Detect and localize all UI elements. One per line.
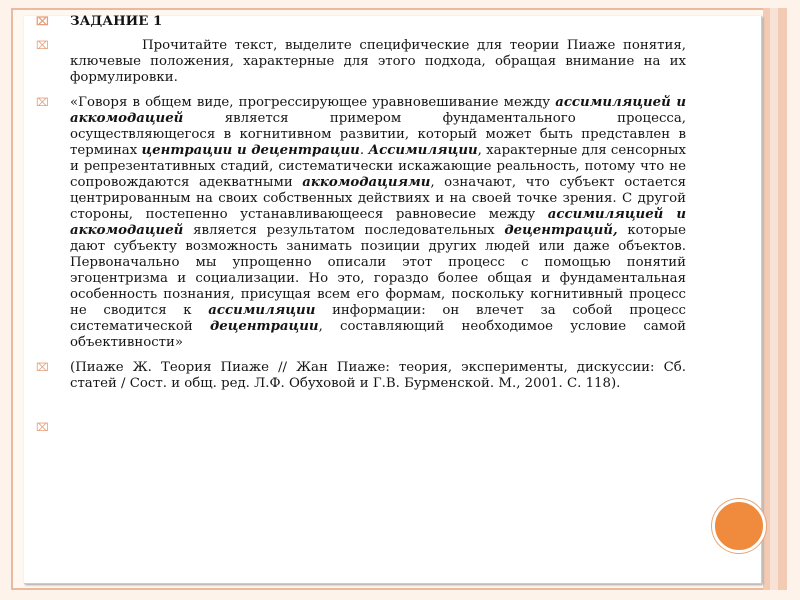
quote-segment: , характерные для сенсорных и репрезентативных стадий, систематически искажающие реальность, потому что не сопровождаются адекватными [70,143,686,190]
slide-content [36,14,686,436]
quote-segment: является примером фундаментального процесса, осуществляющегося в когнитивном развитии, который может быть представлен в терминах [70,111,686,158]
task-title-row [36,14,686,30]
key-term: децентраций, [504,223,618,238]
key-term: ассимиляцией и аккомодацией [70,207,686,238]
quote-row [36,95,686,351]
instruction-row [36,38,686,86]
key-term: ассимиляции [208,303,316,318]
key-term: центрации и децентрации [141,143,360,158]
decorative-side-stripe [770,8,778,590]
quote-segment: которые дают субъекту возможность занимать позиции других людей или даже объектов. Первоначально мы упрощенно описали этот процесс с помощью понятий эгоцентризма и социализации. Но это, гораздо более общая и фундаментальная особенность познания, присущая всем его формам, поскольку когнитивный процесс не сводится к [70,223,687,318]
key-term: Ассимиляции [368,143,478,158]
decorative-orange-circle [712,499,766,553]
quote-text [70,95,686,350]
reference-row [36,360,686,392]
bullet-icon: ⌧ [36,96,49,109]
task-title: ЗАДАНИЕ 1 [70,14,163,29]
bullet-icon: ⌧ [36,421,49,434]
quote-segment: , составляющий необходимое условие самой объективности» [70,319,687,350]
bullet-icon: ⌧ [36,361,49,374]
empty-bullet-row [36,420,686,436]
bullet-icon: ⌧ [36,15,49,28]
reference-text: (Пиаже Ж. Теория Пиаже // Жан Пиаже: теория, эксперименты, дискуссии: Сб. статей / Сост. и общ. ред. Л.Ф. Обуховой и Г.В. Бурменской. М., 2001. С. 118). [70,360,686,391]
instruction-text: Прочитайте текст, выделите специфические для теории Пиаже понятия, ключевые положения, характерные для этого подхода, обращая внимание на их формулировки. [70,38,686,85]
quote-segment: является результатом последовательных [183,223,505,238]
key-term: ассимиляцией и аккомодацией [70,95,687,126]
quote-segment: . [359,143,369,158]
key-term: аккомодациями [302,175,431,190]
bullet-icon: ⌧ [36,39,49,52]
key-term: децентрации [210,319,319,334]
quote-segment: , означают, что субъект остается центрированным на своих собственных действиях и на своей точке зрения. С другой стороны, постепенно устанавливающееся равновесие между [70,175,686,222]
quote-segment: «Говоря в общем виде, прогрессирующее уравновешивание между [70,95,556,110]
quote-segment: информации: он влечет за собой процесс систематической [70,303,687,334]
